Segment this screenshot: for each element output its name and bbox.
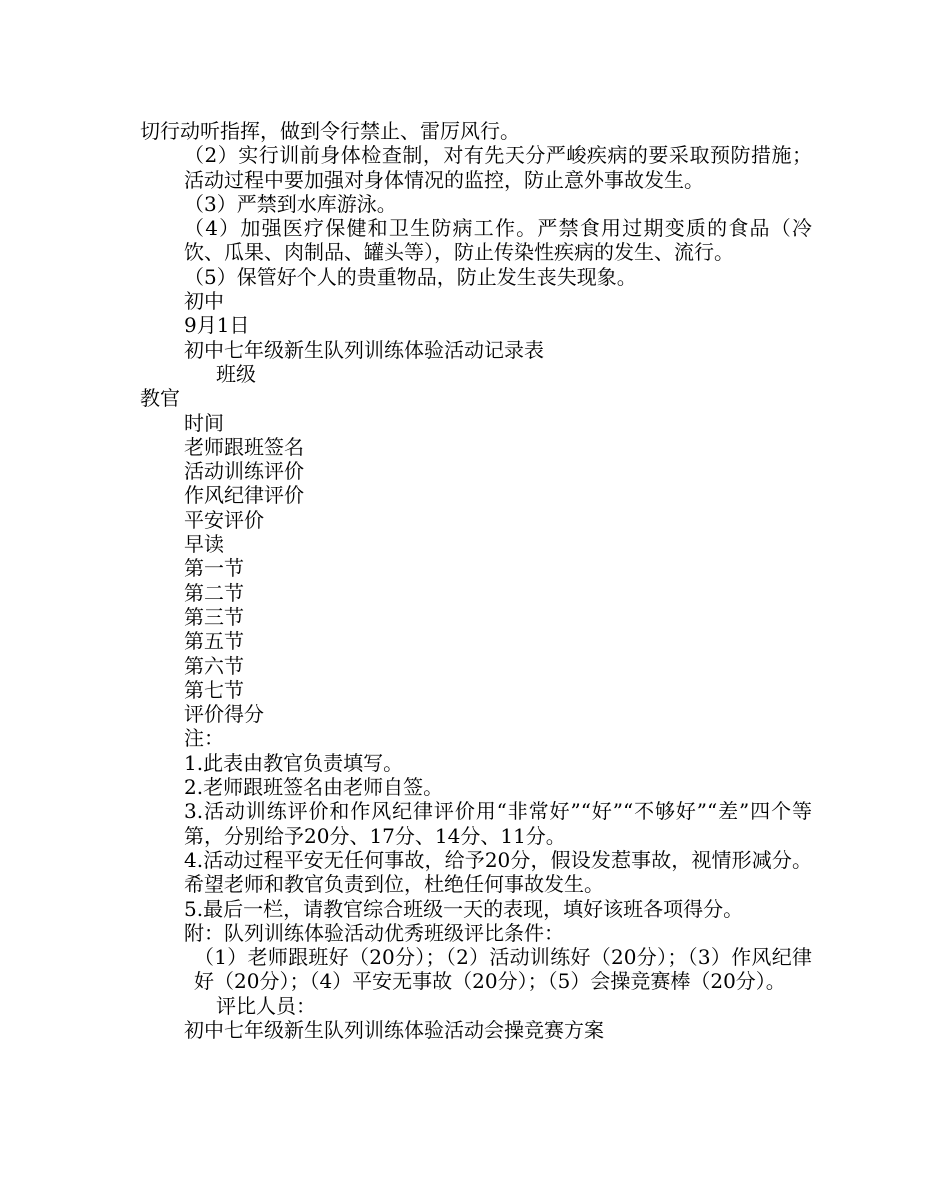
- table-field-score: 评价得分: [184, 702, 264, 727]
- paragraph-medical-care: （4）加强医疗保健和卫生防病工作。严禁食用过期变质的食品（冷饮、瓜果、肉制品、罐头等），防止传染性疾病的发生、流行。: [184, 216, 812, 265]
- appendix-criteria: （1）老师跟班好（20分）；（2）活动训练好（20分）；（3）作风纪律好（20分）；（4）平安无事故（20分）；（5）会操竞赛棒（20分）。: [194, 945, 812, 994]
- table-period-morning-reading: 早读: [184, 532, 224, 557]
- evaluators-line: 评比人员：: [216, 993, 316, 1018]
- table-field-class: 班级: [216, 361, 256, 386]
- table-period-5: 第五节: [184, 629, 244, 654]
- note-item-4: 4.活动过程平安无任何事故，给予20分，假设发惹事故，视情形减分。希望老师和教官负责到位，杜绝任何事故发生。: [184, 847, 812, 897]
- table-field-safety-evaluation: 平安评价: [184, 507, 264, 532]
- table-period-2: 第二节: [184, 580, 244, 605]
- line-date: 9月1日: [184, 313, 250, 338]
- table-period-6: 第六节: [184, 653, 244, 678]
- competition-plan-title: 初中七年级新生队列训练体验活动会操竞赛方案: [184, 1017, 604, 1042]
- record-table-title: 初中七年级新生队列训练体验活动记录表: [184, 337, 544, 362]
- note-item-1: 1.此表由教官负责填写。: [184, 750, 404, 775]
- table-period-1: 第一节: [184, 556, 244, 581]
- note-item-3: 3.活动训练评价和作风纪律评价用“非常好”“好”“不够好”“差”四个等第，分别给予20分、17分、14分、11分。: [184, 799, 812, 848]
- table-field-instructor: 教官: [140, 386, 180, 411]
- paragraph-health-check: （2）实行训前身体检查制，对有先天分严峻疾病的要采取预防措施；活动过程中要加强对身体情况的监控，防止意外事故发生。: [184, 143, 812, 192]
- notes-heading: 注：: [184, 726, 224, 751]
- paragraph-discipline-end: 切行动听指挥，做到令行禁止、雷厉风行。: [140, 119, 520, 143]
- document-body: [140, 119, 812, 1042]
- paragraph-no-swimming: （3）严禁到水库游泳。: [184, 191, 397, 216]
- paragraph-valuables: （5）保管好个人的贵重物品，防止发生丧失现象。: [184, 264, 637, 289]
- line-school-level: 初中: [184, 289, 224, 314]
- table-field-discipline-evaluation: 作风纪律评价: [184, 483, 304, 508]
- note-item-2: 2.老师跟班签名由老师自签。: [184, 775, 444, 800]
- table-field-training-evaluation: 活动训练评价: [184, 459, 304, 484]
- note-item-5: 5.最后一栏，请教官综合班级一天的表现，填好该班各项得分。: [184, 896, 744, 921]
- table-period-7: 第七节: [184, 677, 244, 702]
- appendix-heading: 附：队列训练体验活动优秀班级评比条件：: [184, 920, 564, 945]
- table-field-teacher-signature: 老师跟班签名: [184, 434, 304, 459]
- table-field-time: 时间: [184, 410, 224, 435]
- table-period-3: 第三节: [184, 604, 244, 629]
